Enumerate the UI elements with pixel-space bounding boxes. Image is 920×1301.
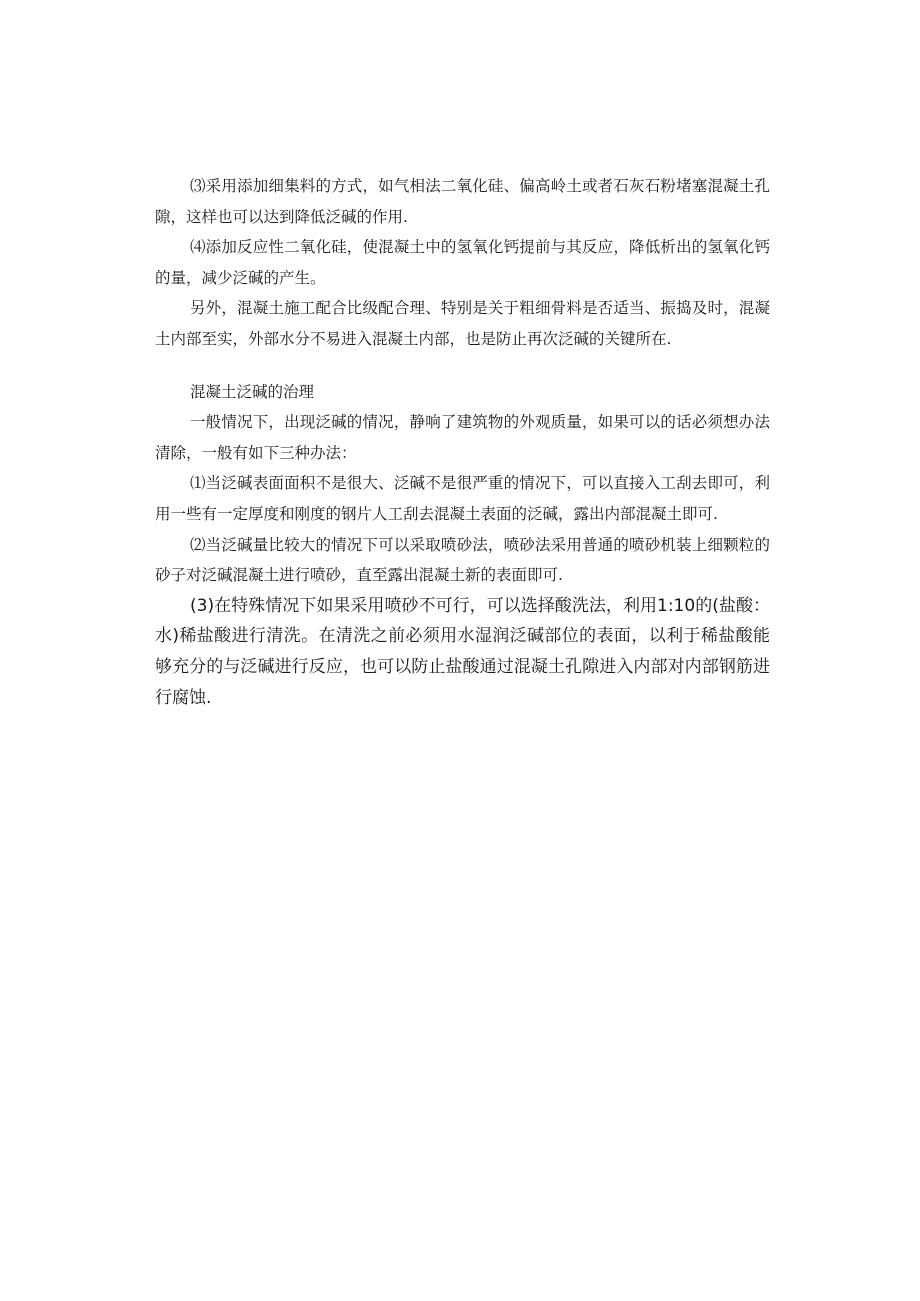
- section-gap: [155, 355, 770, 377]
- paragraph-method-scrape: ⑴当泛碱表面面积不是很大、泛碱不是很严重的情况下，可以直接入工刮去即可，利用一些有一定厚度和刚度的钢片人工刮去混凝土表面的泛碱，露出内部混凝土即可.: [155, 474, 770, 523]
- paragraph-method-acid-wash: (3)在特殊情况下如果采用喷砂不可行，可以选择酸洗法，利用1:10的(盐酸：水)稀盐酸进行清洗。在清洗之前必须用水湿润泛碱部位的表面，以利于稀盐酸能够充分的与泛碱进行反应，也可以防止盐酸通过混凝土孔隙进入内部对内部钢筋进行腐蚀.: [155, 595, 770, 708]
- paragraph-reactive-silica: ⑷添加反应性二氧化硅，使混凝土中的氢氧化钙提前与其反应，降低析出的氢氧化钙的量，减少泛碱的产生。: [155, 238, 770, 287]
- paragraph-fine-aggregate: ⑶采用添加细集料的方式，如气相法二氧化硅、偏高岭土或者石灰石粉堵塞混凝土孔隙，这样也可以达到降低泛碱的作用.: [155, 177, 770, 226]
- paragraph-construction-mix: 另外，混凝土施工配合比级配合理、特别是关于粗细骨料是否适当、振捣及时，混凝土内部至实，外部水分不易进入混凝土内部，也是防止再次泛碱的关键所在.: [155, 299, 770, 348]
- document-body: [155, 171, 770, 713]
- paragraph-method-sandblast: ⑵当泛碱量比较大的情况下可以采取喷砂法，喷砂法采用普通的喷砂机装上细颗粒的砂子对泛碱混凝土进行喷砂，直至露出混凝土新的表面即可.: [155, 535, 770, 585]
- paragraph-intro: 一般情况下，出现泛碱的情况，静响了建筑物的外观质量，如果可以的话必须想办法清除，一般有如下三种办法：: [155, 413, 770, 462]
- section-heading: 混凝土泛碱的治理: [190, 382, 315, 401]
